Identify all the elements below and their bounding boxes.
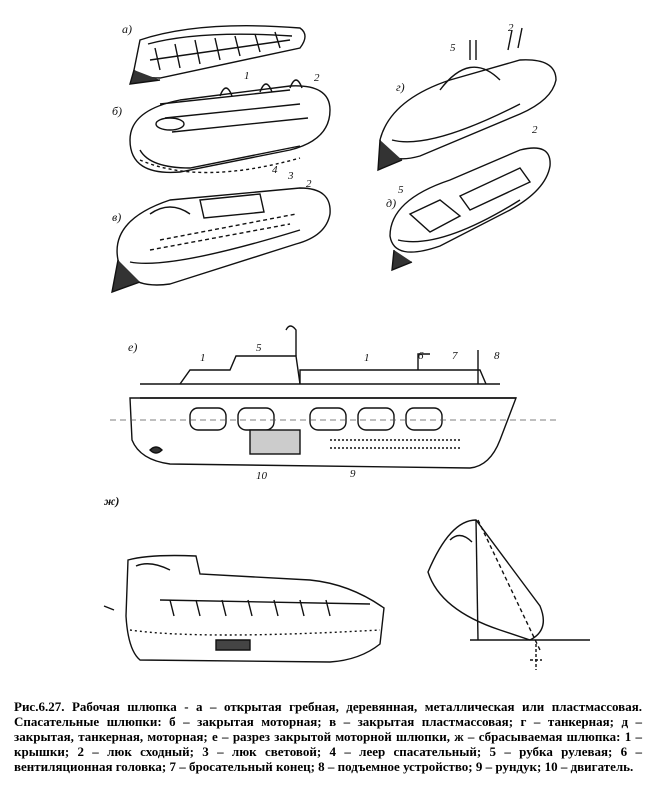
callout-v-3: 3: [288, 170, 294, 182]
callout-e-7: 7: [452, 350, 458, 362]
figure-caption: Рис.6.27. Рабочая шлюпка - а – открытая гребная, деревянная, металлическая или пластмассовая. Спасательные шлюпки: б – закрытая моторная; в – закрытая пластмассовая; г – танкерная; д – закрытая, танкерная, моторная; е – разрез закрытой моторной шлюпки, ж – сбрасываемая шлюпка: 1 – крышки; 2 – люк сходный; 3 – люк световой; 4 – леер спасательный; 5 – рубка рулевая; 6 – вентиляционная головка; 7 – бросательный конец; 8 – подъемное устройство; 9 – рундук; 10 – двигатель.: [14, 699, 642, 774]
panel-label-v: в): [112, 210, 122, 224]
callout-d-5: 5: [398, 184, 404, 196]
callout-b-2: 2: [314, 72, 320, 84]
callout-e-9: 9: [350, 468, 356, 480]
panel-label-d: д): [386, 196, 397, 210]
callout-b-4: 4: [272, 164, 278, 176]
callout-e-8: 8: [494, 350, 500, 362]
panel-label-b: б): [112, 104, 123, 118]
boat-a-drawing: [130, 26, 305, 84]
boat-v-drawing: [112, 188, 330, 292]
panel-label-zh: ж): [104, 494, 120, 508]
callout-e-10: 10: [256, 470, 267, 482]
callout-d-2: 2: [532, 124, 538, 136]
boat-b-drawing: [130, 80, 330, 173]
callout-b-1: 1: [244, 70, 250, 82]
panel-label-g: г): [396, 80, 405, 94]
callout-e-1b: 1: [364, 352, 370, 364]
callout-g-5: 5: [450, 42, 456, 54]
boat-d-drawing: [390, 148, 550, 270]
callout-g-2: 2: [508, 22, 514, 34]
callout-e-1a: 1: [200, 352, 206, 364]
boat-zh-freefall: [428, 520, 590, 670]
callout-e-5: 5: [256, 342, 262, 354]
boat-zh-cutaway: [104, 556, 384, 663]
callout-e-6: 6: [418, 350, 424, 362]
panel-label-e: е): [128, 340, 138, 354]
callout-v-2: 2: [306, 178, 312, 190]
boat-e-section: [110, 326, 560, 468]
panel-label-a: а): [122, 22, 132, 36]
